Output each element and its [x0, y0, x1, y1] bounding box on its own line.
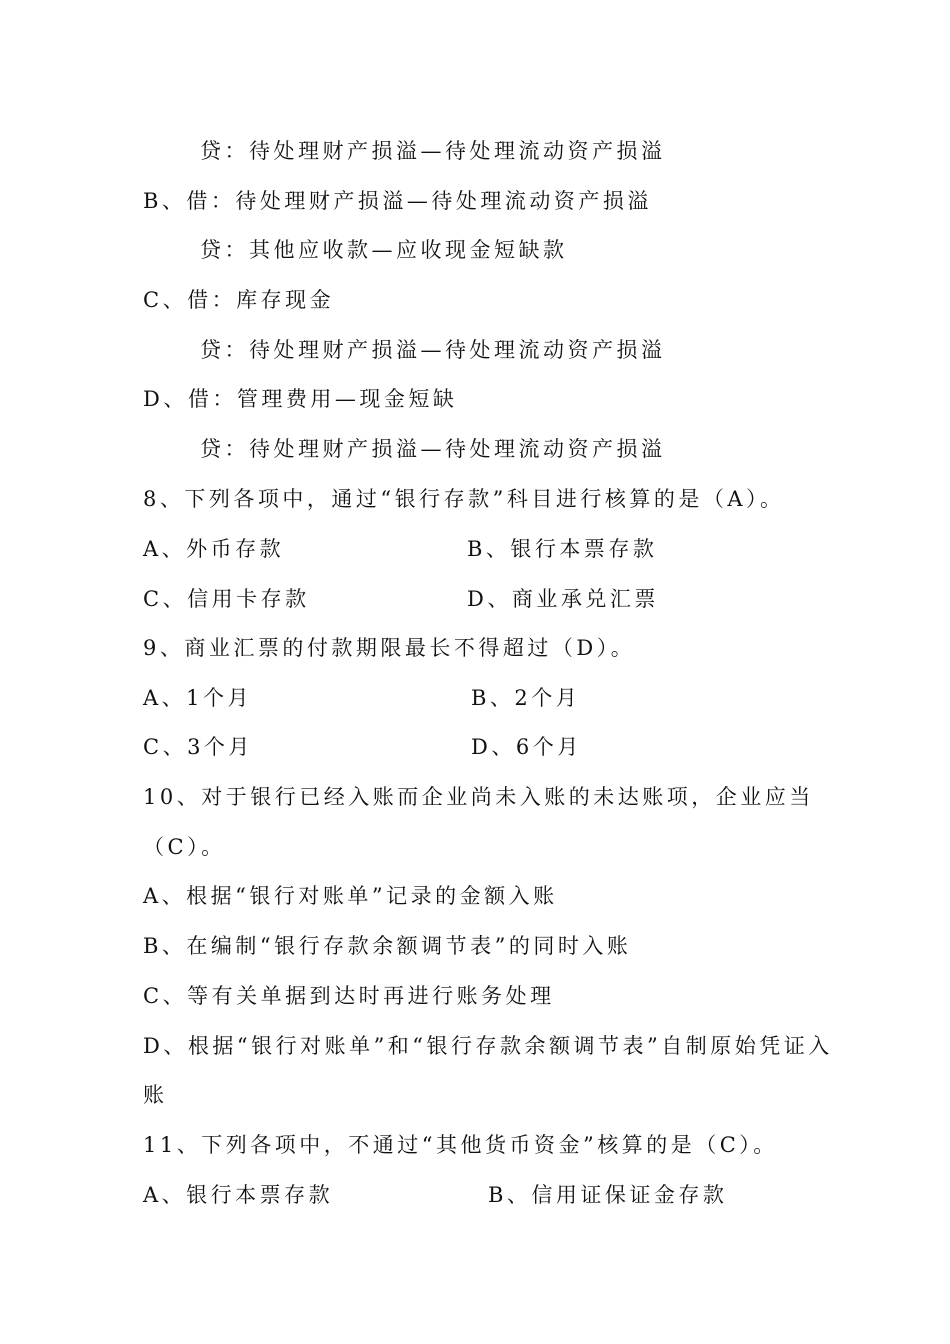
question-10: 10、对于银行已经入账而企业尚未入账的未达账项，企业应当: [143, 785, 814, 809]
option-d-debit: D、借：管理费用—现金短缺: [143, 387, 458, 411]
option-c-debit: C、借：库存现金: [143, 288, 335, 312]
credit-line-c: 贷：待处理财产损溢—待处理流动资产损溢: [200, 338, 666, 362]
option-b-debit: B、借：待处理财产损溢—待处理流动资产损溢: [143, 189, 652, 213]
credit-line-d: 贷：待处理财产损溢—待处理流动资产损溢: [200, 437, 666, 461]
question-10-cont: （C）。: [143, 835, 226, 859]
q11-option-b: B、信用证保证金存款: [488, 1183, 728, 1207]
q9-option-c: C、3个月: [143, 735, 253, 759]
credit-line-a: 贷：待处理财产损溢—待处理流动资产损溢: [200, 139, 666, 163]
q10-option-b: B、在编制“银行存款余额调节表”的同时入账: [143, 934, 632, 958]
q8-option-b: B、银行本票存款: [467, 537, 658, 561]
q8-option-a: A、外币存款: [143, 537, 285, 561]
q8-option-d: D、商业承兑汇票: [467, 587, 659, 611]
q9-option-a: A、1个月: [143, 686, 253, 710]
q9-option-d: D、6个月: [471, 735, 582, 759]
question-11: 11、下列各项中，不通过“其他货币资金”核算的是（C）。: [143, 1133, 778, 1157]
q10-option-d: D、根据“银行对账单”和“银行存款余额调节表”自制原始凭证入: [143, 1034, 833, 1058]
q8-option-c: C、信用卡存款: [143, 587, 310, 611]
q11-option-a: A、银行本票存款: [143, 1183, 334, 1207]
q10-option-c: C、等有关单据到达时再进行账务处理: [143, 984, 555, 1008]
credit-line-b: 贷：其他应收款—应收现金短缺款: [200, 238, 568, 262]
q10-option-a: A、根据“银行对账单”记录的金额入账: [143, 884, 558, 908]
question-9: 9、商业汇票的付款期限最长不得超过（D）。: [143, 636, 636, 660]
question-8: 8、下列各项中，通过“银行存款”科目进行核算的是（A）。: [143, 487, 785, 511]
q10-option-d-cont: 账: [143, 1083, 168, 1107]
q9-option-b: B、2个月: [471, 686, 581, 710]
